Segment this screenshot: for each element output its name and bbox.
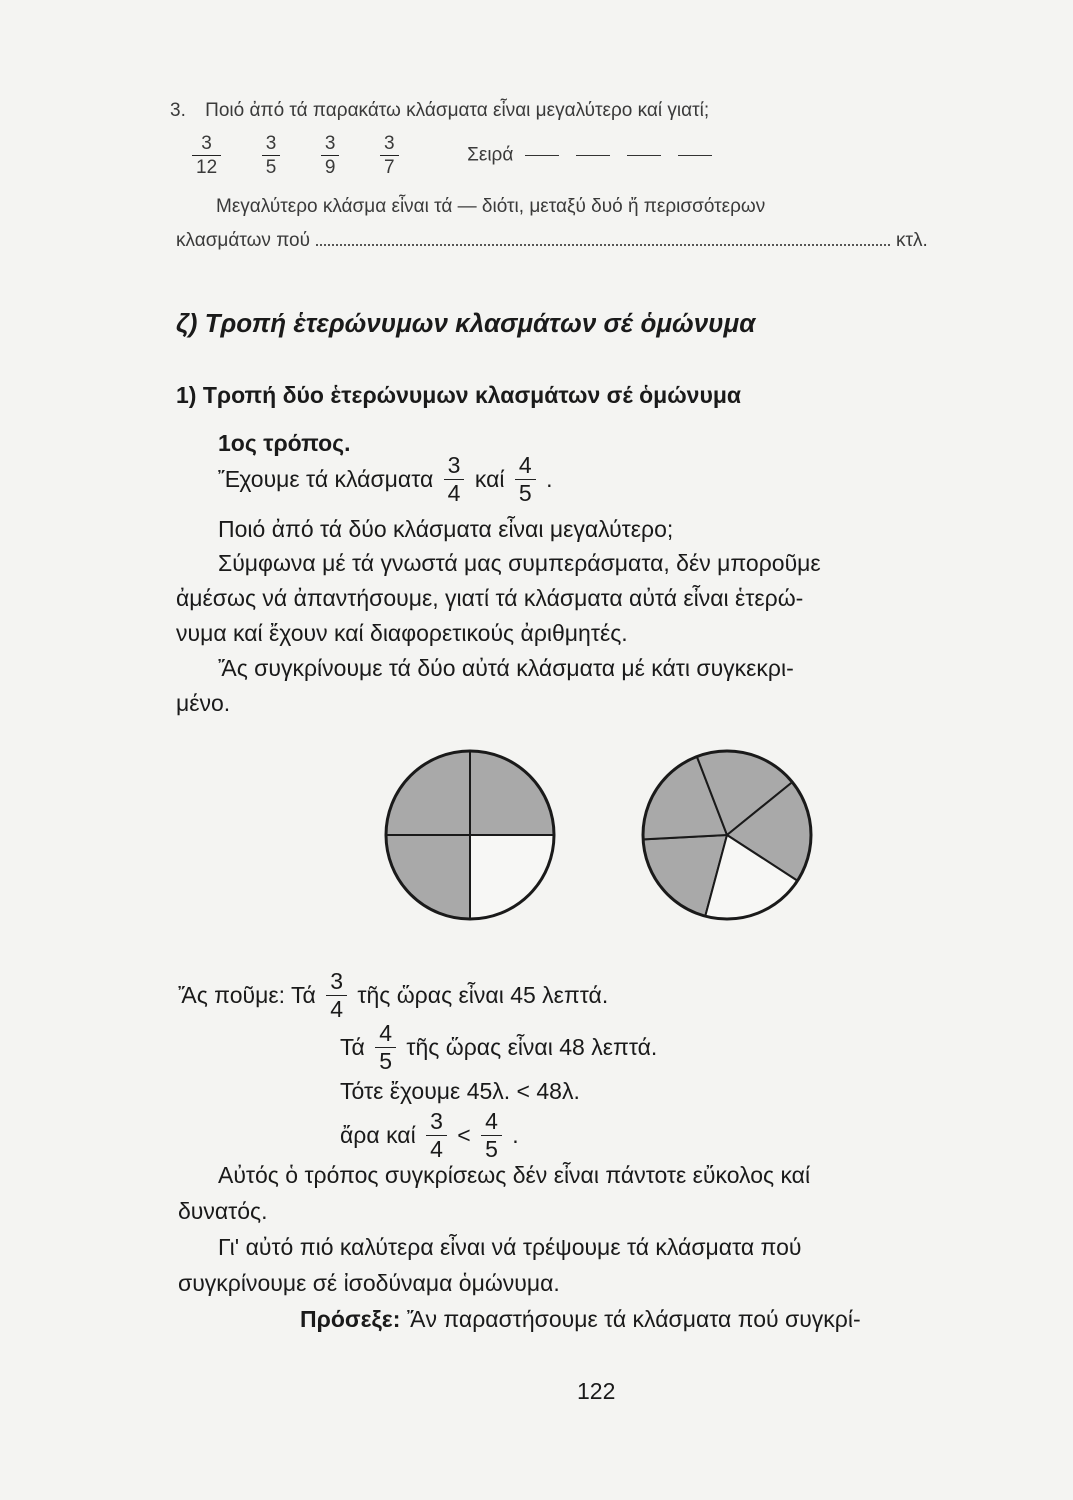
fraction-3-12: $\frac{3}{12}$ xyxy=(192,134,221,177)
closing-line-3: Γι' αὐτό πιό καλύτερα εἶναι νά τρέψουμε τά κλάσματα πού xyxy=(218,1234,802,1260)
pie-three-quarters xyxy=(386,751,554,919)
paragraph-line-3: νυμα καί ἔχουν καί διαφορετικούς ἀριθμητές. xyxy=(176,620,628,646)
paragraph-line-4: Ἄς συγκρίνουμε τά δύο αὐτά κλάσματα μέ κάτι συγκεκρι- xyxy=(218,655,794,681)
order-blank-4 xyxy=(678,155,712,156)
fraction-3-7: $\frac{3}{7}$ xyxy=(380,134,399,177)
order-blank-3 xyxy=(627,155,661,156)
paragraph-line-1: Σύμφωνα μέ τά γνωστά μας συμπεράσματα, δέν μποροῦμε xyxy=(218,550,821,576)
method-heading: 1ος τρόπος. xyxy=(218,430,351,456)
attention-label: Πρόσεξε: xyxy=(300,1306,401,1332)
example-line-4: ἄρα καί $\frac{3}{4}$ < $\frac{4}{5}$ . xyxy=(340,1108,519,1162)
closing-line-5: Πρόσεξε: Ἄν παραστήσουμε τά κλάσματα πού συγκρί- xyxy=(300,1306,861,1332)
order-blank-2 xyxy=(576,155,610,156)
dotted-blank xyxy=(316,244,890,246)
have-fractions-line: Ἔχουμε τά κλάσματα $\frac{3}{4}$ καί $\frac{4}{5}$ . xyxy=(218,452,553,506)
exercise-3-fractions xyxy=(188,134,718,177)
pie-four-fifths xyxy=(643,751,811,919)
fraction-3-4: $\frac{3}{4}$ xyxy=(444,454,465,505)
fraction-pies xyxy=(380,740,820,930)
fraction-3-4-compare: $\frac{3}{4}$ xyxy=(426,1110,447,1161)
closing-line-2: δυνατός. xyxy=(178,1198,268,1224)
fraction-3-4-hour: $\frac{3}{4}$ xyxy=(326,970,347,1021)
larger-fraction-line: Μεγαλύτερο κλάσμα εἶναι τά — διότι, μεταξύ δυό ἤ περισσότερων xyxy=(216,196,766,217)
page-number: 122 xyxy=(577,1378,616,1404)
order-label: Σειρά xyxy=(467,144,514,166)
fraction-3-9: $\frac{3}{9}$ xyxy=(321,134,340,177)
example-line-1: Ἄς ποῦμε: Τά $\frac{3}{4}$ τῆς ὥρας εἶναι 45 λεπτά. xyxy=(178,968,609,1022)
less-than-sign: < xyxy=(457,1122,471,1148)
exercise-number: 3. xyxy=(170,100,186,121)
fraction-4-5: $\frac{4}{5}$ xyxy=(515,454,536,505)
which-larger-question: Ποιό ἀπό τά δύο κλάσματα εἶναι μεγαλύτερο; xyxy=(218,516,674,542)
order-blank-1 xyxy=(525,155,559,156)
question-text: Ποιό ἀπό τά παρακάτω κλάσματα εἶναι μεγαλύτερο καί γιατί; xyxy=(205,100,710,121)
section-subtitle: 1) Τροπή δύο ἑτερώνυμων κλασμάτων σέ ὁμώνυμα xyxy=(176,382,742,408)
exercise-3-question xyxy=(170,100,709,122)
closing-line-1: Αὐτός ὁ τρόπος συγκρίσεως δέν εἶναι πάντοτε εὔκολος καί xyxy=(218,1162,811,1188)
fraction-3-5: $\frac{3}{5}$ xyxy=(262,134,281,177)
example-line-2: Τά $\frac{4}{5}$ τῆς ὥρας εἶναι 48 λεπτά. xyxy=(340,1020,658,1074)
fraction-4-5-compare: $\frac{4}{5}$ xyxy=(481,1110,502,1161)
closing-line-4: συγκρίνουμε σέ ἰσοδύναμα ὁμώνυμα. xyxy=(178,1270,560,1296)
paragraph-line-5: μένο. xyxy=(176,690,231,716)
section-title: ζ) Τροπή ἑτερώνυμων κλασμάτων σέ ὁμώνυμα xyxy=(176,308,756,338)
paragraph-line-2: ἀμέσως νά ἀπαντήσουμε, γιατί τά κλάσματα αὐτά εἶναι ἑτερώ- xyxy=(176,585,804,611)
fraction-4-5-hour: $\frac{4}{5}$ xyxy=(375,1022,396,1073)
example-line-3: Τότε ἔχουμε 45λ. < 48λ. xyxy=(340,1078,580,1104)
fractions-line: κλασμάτων πού κτλ. xyxy=(176,230,928,251)
